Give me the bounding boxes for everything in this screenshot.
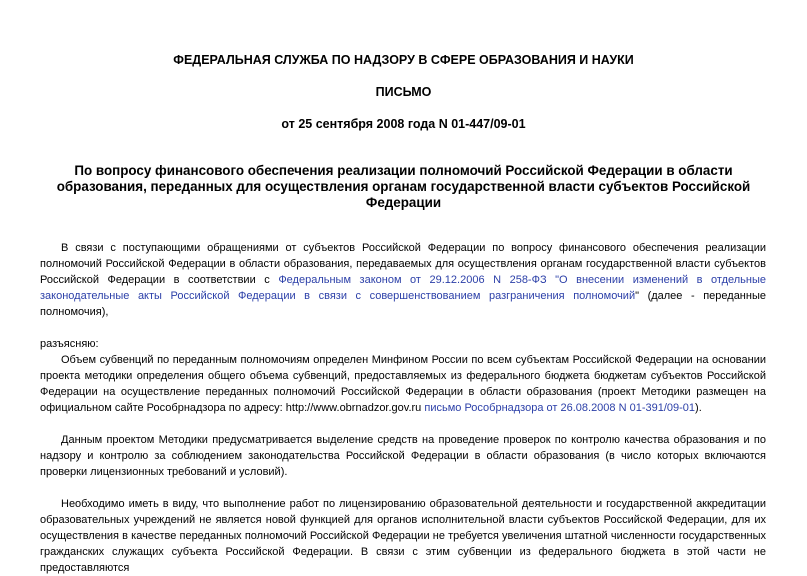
paragraph-licensing: Необходимо иметь в виду, что выполнение работ по лицензированию образовательной деятельности и государственной аккредитации образовательных учреждений не является новой функцией для органов исполнительной власти субъектов Российской Федерации, для их осуществления в качестве переданных полномочий Российской Федерации не требуется увеличения штатной численности государственных гражданских служащих субъекта Российской Федерации. В связи с этим субвенции из федерального бюджета в этой части не предоставляются [40,498,766,574]
paragraph-methodology: Данным проектом Методики предусматривается выделение средств на проведение проверок по контролю качества образования и по надзору и контролю за соблюдением законодательства Российской Федерации в области образования (в число которых включаются проверки лицензионных требований и условий). [40,434,766,478]
rosobrnadzor-letter-link[interactable]: письмо Рособрнадзора от 26.08.2008 N 01-391/09-01 [424,402,696,414]
document-title: По вопросу финансового обеспечения реализации полномочий Российской Федерации в области образования, переданных для осуществления органам государственной власти субъектов Российской Федерации [56,163,751,210]
document-body [40,240,766,576]
paragraph-subventions [40,352,766,416]
paragraph-intro-text: В связи с поступающими обращениями от субъектов Российской Федерации по вопросу финансового обеспечения реализации полномочий Российской Федерации в области образования, передаваемых для осуществления органам государственной власти субъектов Российской Федерации в соответствии с [40,242,766,286]
federal-law-link[interactable]: Федеральным законом от 29.12.2006 N 258-ФЗ "О внесении изменений в отдельные законодательные акты Российской Федерации в связи с совершенствованием разграничения полномочий [40,274,766,302]
paragraph-explain: разъясняю: [40,338,99,350]
paragraph-subventions-text: Объем субвенций по переданным полномочиям определен Минфином России по всем субъектам Российской Федерации на основании проекта методики определения общего объема субвенций, предоставляемых из федерального бюджета бюджетам субъектов Российской Федерации на осуществление переданных полномочий Российской Федерации в области образования (проект Методики размещен на официальном сайте Рособрнадзора по адресу: http://www.obrnadzor.gov.ru [40,354,766,414]
paragraph-subventions-tail: ). [695,402,702,414]
paragraph-intro-tail: " (далее - переданные полномочия), [40,290,766,318]
organization-heading: ФЕДЕРАЛЬНАЯ СЛУЖБА ПО НАДЗОРУ В СФЕРЕ ОБРАЗОВАНИЯ И НАУКИ [173,53,634,67]
paragraph-intro [40,240,766,320]
document-type-heading: ПИСЬМО [375,85,432,99]
document-date-number: от 25 сентября 2008 года N 01-447/09-01 [281,117,526,131]
